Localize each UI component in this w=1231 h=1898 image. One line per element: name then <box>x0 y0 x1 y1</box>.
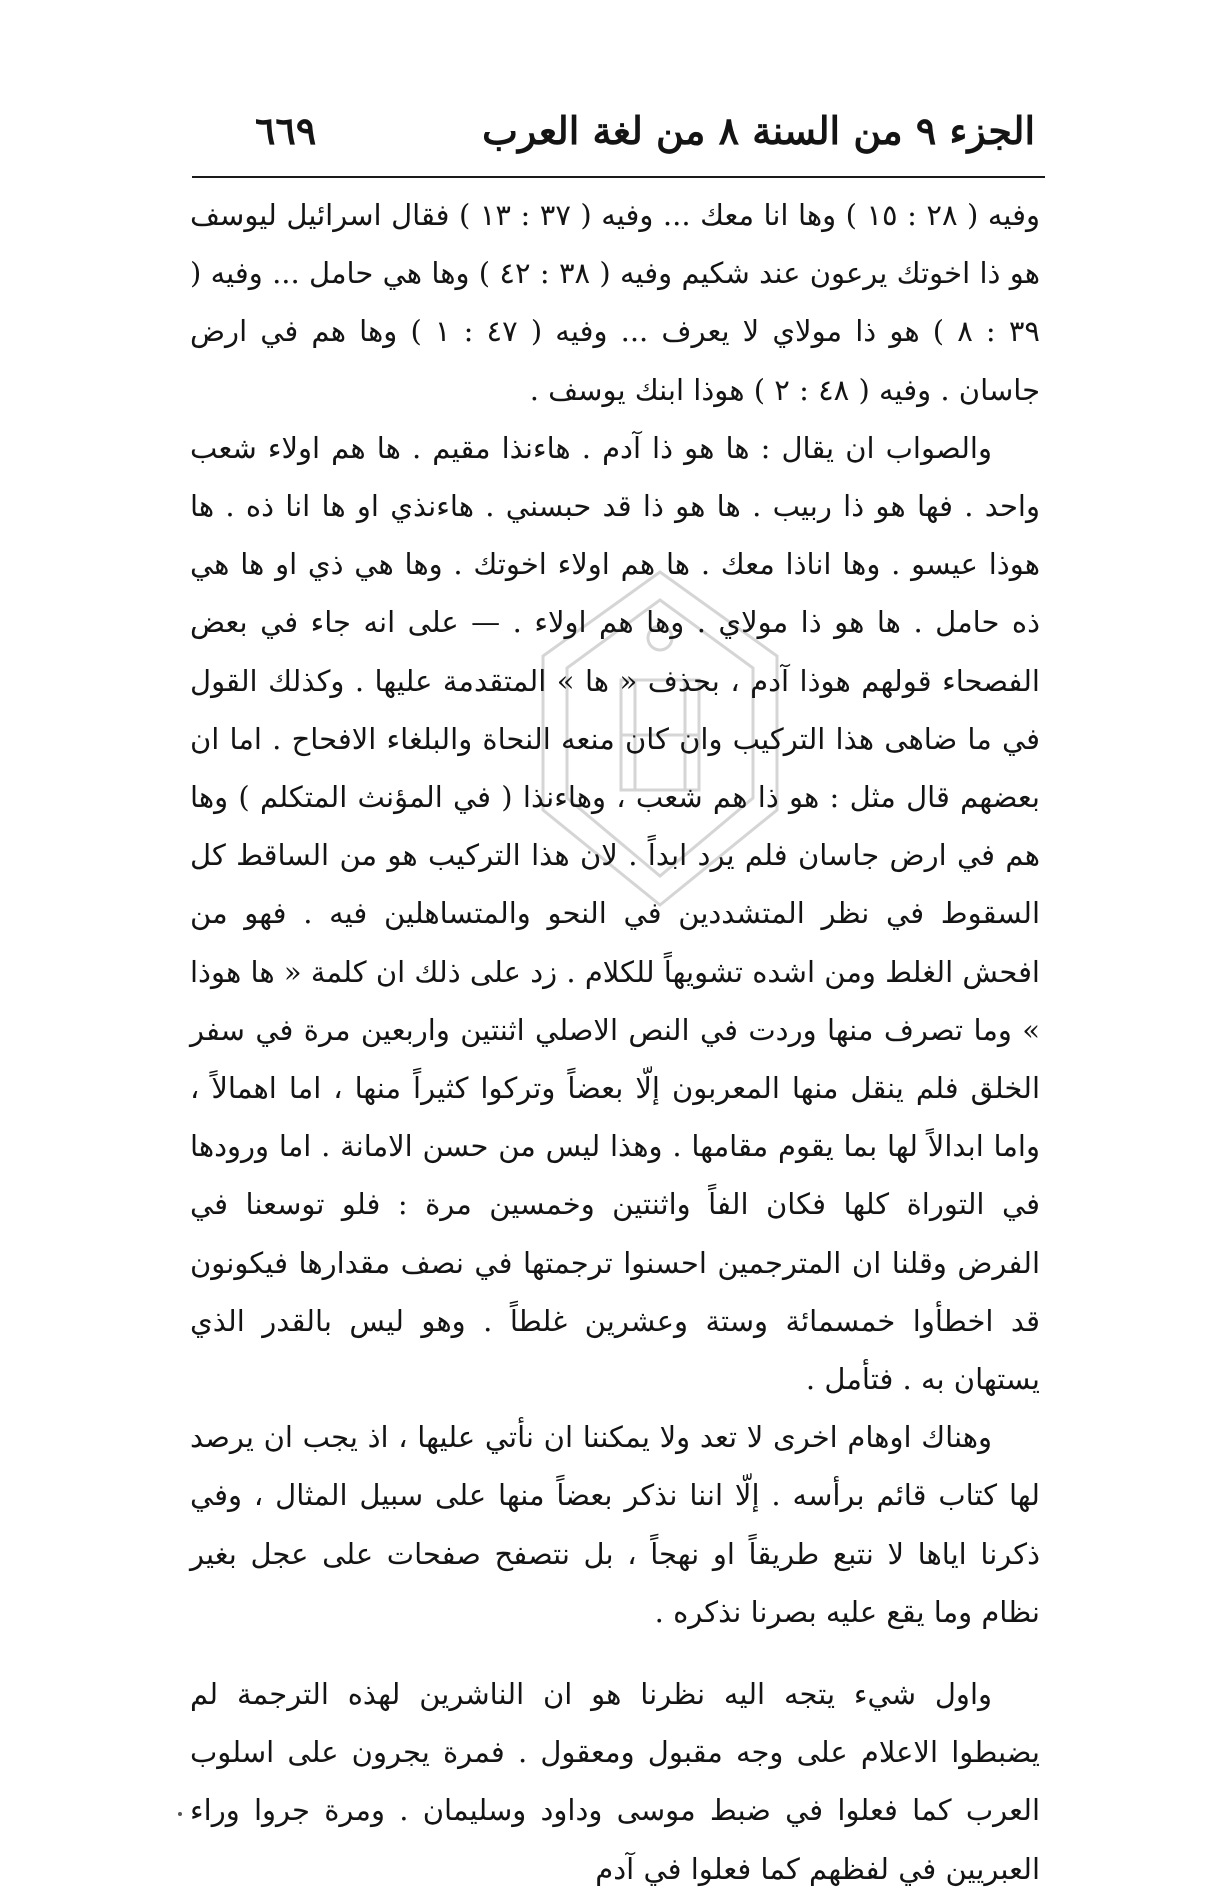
article-body <box>190 186 1040 1898</box>
header-rule <box>192 176 1045 178</box>
paragraph-2: والصواب ان يقال : ها هو ذا آدم . هاءنذا مقيم . ها هم اولاء شعب واحد . فها هو ذا ربيب . ها هو ذا قد حبسني . هاءنذي او ها انا ذه . ها هوذا عيسو . وها اناذا معك . ها هم اولاء اخوتك . وها هي ذي او ها هي ذه حامل . ها هو ذا مولاي . وها هم اولاء . — على انه جاء في بعض الفصحاء قولهم هوذا آدم ، بحذف « ها » المتقدمة عليها . وكذلك القول في ما ضاهى هذا التركيب وان كان منعه النحاة والبلغاء الافحاح . اما ان بعضهم قال مثل : هو ذا هم شعب ، وهاءنذا ( في المؤنث المتكلم ) وها هم في ارض جاسان فلم يرد ابداً . لان هذا التركيب هو من الساقط كل السقوط في نظر المتشددين في النحو والمتساهلين فيه . فهو من افحش الغلط ومن اشده تشويهاً للكلام . زد على ذلك ان كلمة « ها هوذا » وما تصرف منها وردت في النص الاصلي اثنتين واربعين مرة في سفر الخلق فلم ينقل منها المعربون إلّا بعضاً وتركوا كثيراً منها ، اما اهمالاً ، واما ابدالاً لها بما يقوم مقامها . وهذا ليس من حسن الامانة . اما ورودها في التوراة كلها فكان الفاً واثنتين وخمسين مرة : فلو توسعنا في الفرض وقلنا ان المترجمين احسنوا ترجمتها في نصف مقدارها فيكونون قد اخطأوا خمسمائة وستة وعشرين غلطاً . وهو ليس بالقدر الذي يستهان به . فتأمل . <box>190 430 1040 1397</box>
paragraph-3: وهناك اوهام اخرى لا تعد ولا يمكننا ان نأتي عليها ، اذ يجب ان يرصد لها كتاب قائم برأسه . إلّا اننا نذكر بعضاً منها على سبيل المثال ، وفي ذكرنا اياها لا نتبع طريقاً او نهجاً ، بل نتصفح صفحات على عجل بغير نظام وما يقع عليه بصرنا نذكره . <box>190 1420 1040 1629</box>
paragraph-4: واول شيء يتجه اليه نظرنا هو ان الناشرين لهذه الترجمة لم يضبطوا الاعلام على وجه مقبول ومعقول . فمرة يجرون على اسلوب العرب كما فعلوا في ضبط موسى وداود وسليمان . ومرة جروا وراء العبريين في لفظهم كما فعلوا في آدم <box>190 1677 1040 1886</box>
running-header <box>225 100 1035 160</box>
running-title: الجزء ٩ من السنة ٨ من لغة العرب <box>482 107 1035 153</box>
page-number: ٦٦٩ <box>255 107 317 153</box>
paragraph-1: وفيه ( ٢٨ : ١٥ ) وها انا معك ... وفيه ( ٣٧ : ١٣ ) فقال اسرائيل ليوسف هو ذا اخوتك يرعون عند شكيم وفيه ( ٣٨ : ٤٢ ) وها هي حامل ... وفيه ( ٣٩ : ٨ ) هو ذا مولاي لا يعرف ... وفيه ( ٤٧ : ١ ) وها هم في ارض جاسان . وفيه ( ٤٨ : ٢ ) هوذا ابنك يوسف . <box>190 198 1041 407</box>
scan-speck <box>178 1812 182 1816</box>
